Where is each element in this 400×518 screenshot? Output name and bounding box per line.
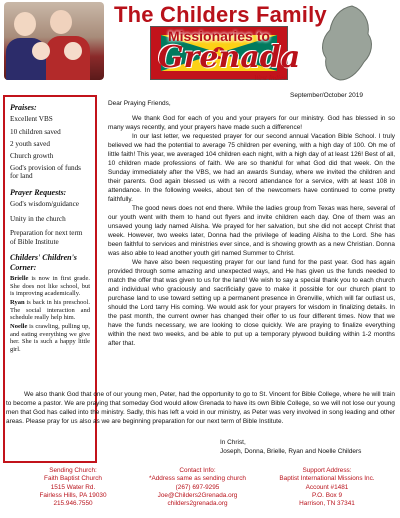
newsletter-title: The Childers Family: [114, 2, 327, 27]
family-photo: [4, 2, 104, 80]
region-name: West Indies: [254, 74, 286, 82]
letter-paragraph: In our last letter, we requested prayer for our second annual Vacation Bible School. I truly believed we had the potential to average 75 children per evening, with a high day of 100. Oh me of little faith! This year, we averaged 104 children each night, with a high day of at least 126! Best of all, 10 children made professions of faith. We are so thankful for what God did that week. On the Sunday immediately after the VBS, we had an awards Sunday, where we invited the children and their parents. God again blessed us with a record attendance for a service, with at least 108 in attendance. In the following weeks, about ten of the newcomers have continued to come pretty faithfully.: [108, 133, 395, 203]
child-note-text: is crawling, pulling up, and eating everything we give her. She is such a happy little girl.: [10, 322, 90, 353]
letter-paragraph: We also thank God that one of our young men, Peter, had the opportunity to go to St. Vincent for Bible College, where he will train to become a pastor. We are praying that someday God would allow Grenada to have its own Bible College, so we will not lose our young men that God has called into the ministry. Sadly, this has left a void in our ministry, as Peter was very involved in song leading and other areas. Please pray for us also as we are beginning preparation for our next term of Bible Institute.: [6, 391, 395, 425]
letter-closing: [220, 438, 361, 456]
closing-phrase: In Christ,: [220, 439, 246, 446]
footer-contact-info: [135, 467, 260, 509]
newsletter-date: September/October 2019: [290, 92, 363, 99]
prayer-requests-heading: Prayer Requests:: [10, 187, 67, 197]
footer-line: 1515 Water Rd.: [50, 483, 96, 491]
footer-line: P.O. Box 9: [311, 491, 343, 499]
prayer-request-item: Preparation for next term of Bible Institute: [10, 229, 83, 246]
prayer-request-item: God's wisdom/guidance: [10, 200, 79, 209]
child-note-noelle: [10, 323, 90, 354]
footer-line: 215.946.7550: [53, 500, 93, 508]
letter-paragraph: We thank God for each of you and your prayers for our ministry. God has blessed in so many ways recently, and your prayers have made such a difference!: [108, 115, 395, 131]
childrens-corner-heading: Childers' Children's Corner:: [10, 253, 77, 272]
praise-item: Church growth: [10, 151, 54, 160]
child-note-text: is now in first grade. She does not like school, but is improving academically.: [10, 274, 90, 298]
country-name: Grenada: [158, 40, 301, 75]
grenada-island-map: [312, 2, 378, 84]
footer-line: Baptist International Missions Inc.: [279, 475, 375, 483]
child-note-brielle: [10, 275, 90, 298]
footer-line: *Address same as sending church: [149, 475, 246, 483]
footer-heading: Support Address:: [302, 467, 352, 474]
newsletter-subtitle: Missionaries to: [168, 28, 270, 44]
letter-final-section: [6, 390, 395, 426]
letter-body: [108, 99, 395, 348]
footer-support-address: [262, 467, 392, 509]
child-note-text: is back in his preschool. The social interaction and schedule really help him.: [10, 298, 90, 322]
child-name: Noelle: [10, 322, 28, 330]
footer-heading: Sending Church:: [49, 467, 97, 474]
praise-item: Excellent VBS: [10, 115, 53, 124]
footer-line: Account #1481: [305, 483, 349, 491]
website-link[interactable]: childers2grenada.org: [167, 500, 228, 508]
praises-heading: Praises:: [10, 103, 37, 112]
letter-greeting: Dear Praying Friends,: [108, 100, 171, 107]
praise-item: God's provision of funds for land: [10, 163, 81, 181]
praise-item: 2 youth saved: [10, 139, 50, 148]
footer-line: Fairless Hills, PA 19030: [39, 491, 107, 499]
footer-line: (267) 697-9295: [175, 483, 220, 491]
footer-sending-church: [18, 467, 128, 509]
footer-line: Harrison, TN 37341: [299, 500, 355, 508]
email-link[interactable]: Joe@Childers2Grenada.org: [157, 491, 238, 499]
child-name: Ryan: [10, 298, 25, 306]
footer-line: Faith Baptist Church: [44, 475, 102, 483]
newsletter-header: [0, 0, 400, 82]
prayer-request-item: Unity in the church: [10, 214, 66, 223]
letter-paragraph: The good news does not end there. While the ladies group from Texas was here, several of our youth went with them to hand out flyers and invite children each day. One of them was an unsaved young lady named Alisha. We prayed for her salvation, but she did not accept Christ that week. However, two weeks later, Donna had the privilege of leading Alisha to the Lord. She has been faithful to services and ministries ever since, and is showing growth as a new Christian. Donna was also able to lead another youth girl named Summer to Christ.: [108, 205, 395, 257]
child-note-ryan: [10, 299, 90, 322]
child-name: Brielle: [10, 274, 29, 282]
letter-paragraph: We have also been requesting prayer for our land fund for the past year. God has again provided through some amazing and unexpected ways, and He has given us the funds needed to match the offer that was given to us for the land! We wish to say a special thank you to each church and individual who graciously and sacrificially gave to make it possible for our church plant to purchase land to use toward setting up a permanent presence in Grenville, which will far outlast us, should the Lord tarry His coming. We would ask for your prayers for wisdom in finalizing details. In the past month, the current owner has changed their offer to us four different times. Now that we have the funds necessary, we are looking to close quickly. We are praying to finalize everything within the next two weeks, and be able to put up a temporary plywood building within 1-2 months after that.: [108, 259, 395, 347]
praise-item: 10 children saved: [10, 127, 61, 136]
footer-heading: Contact Info:: [179, 467, 216, 474]
signature: Joseph, Donna, Brielle, Ryan and Noelle Childers: [220, 448, 362, 456]
